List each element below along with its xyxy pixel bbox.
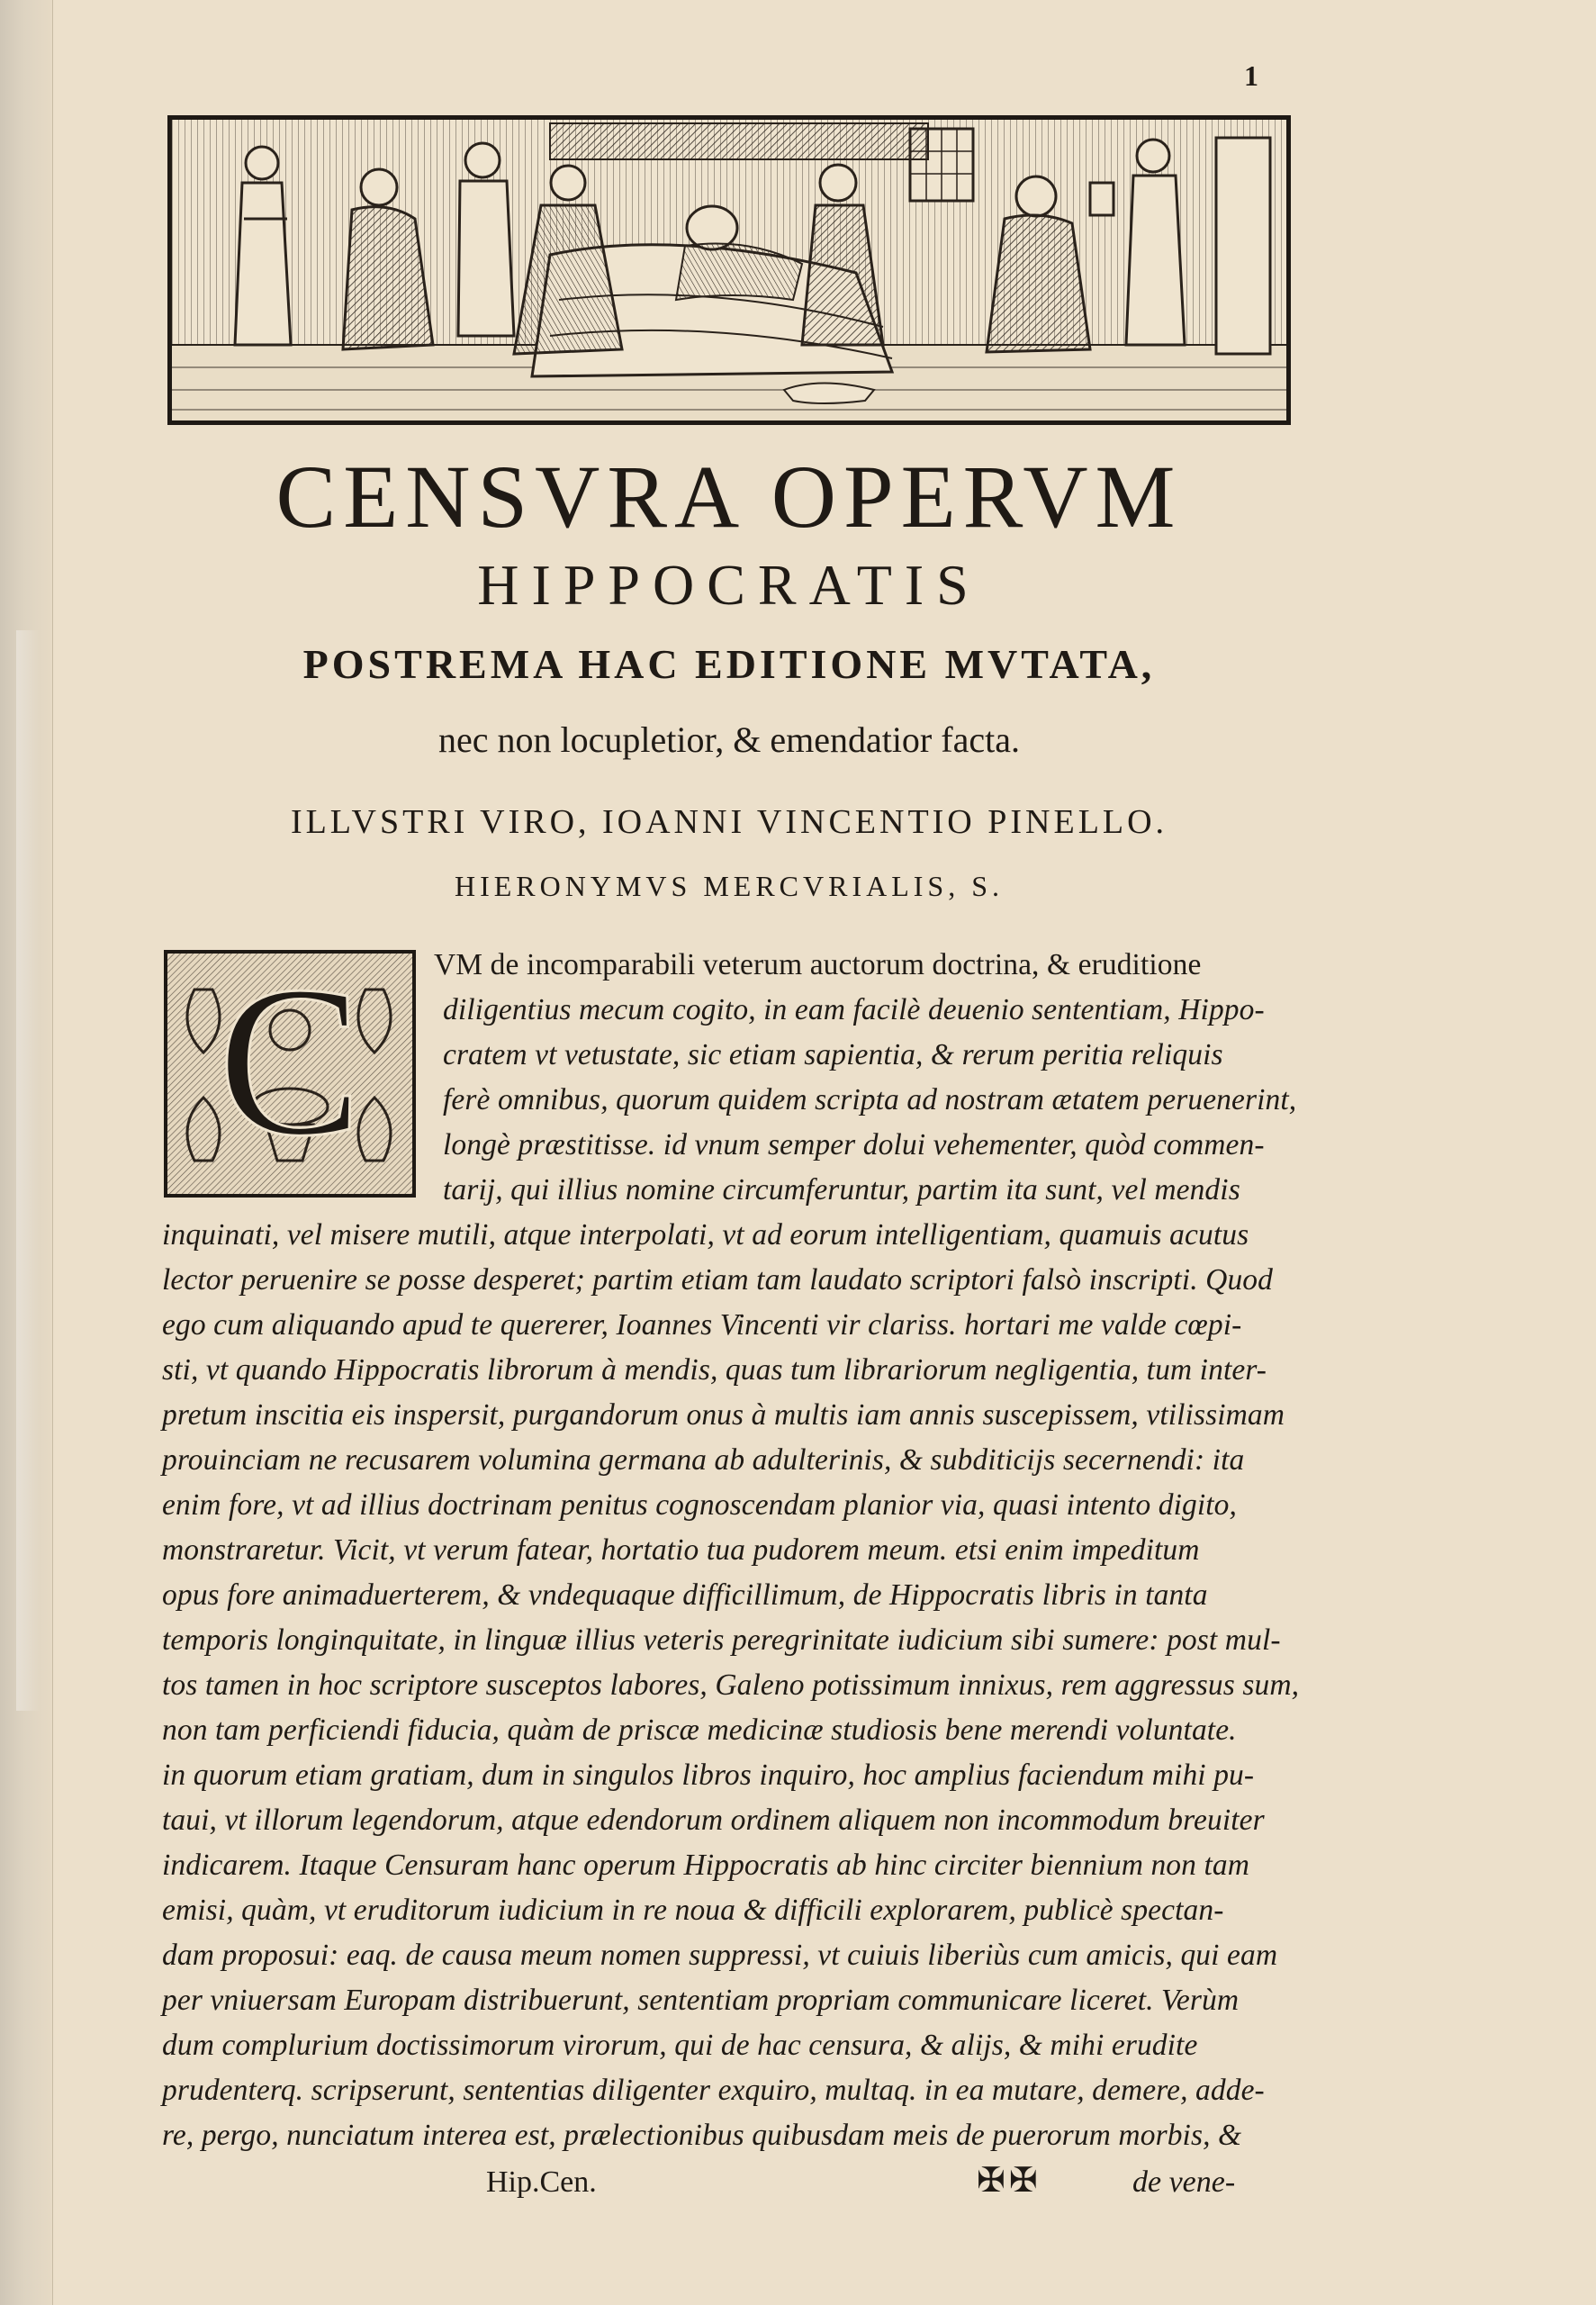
body-line: dam proposui: eaq. de causa meum nomen suppressi, vt cuiuis liberiùs cum amicis, qui eam <box>162 1939 1278 1972</box>
title-line-subtitle: nec non locupletior, & emendatior facta. <box>438 719 1020 760</box>
body-line: VM de incomparabili veterum auctorum doctrina, & eruditione <box>434 948 1202 981</box>
body-line: indicarem. Itaque Censuram hanc operum Hippocratis ab hinc circiter biennium non tam <box>162 1849 1250 1882</box>
body-line: inquinati, vel misere mutili, atque interpolati, vt ad eorum intelligentiam, quamuis acutus <box>162 1218 1249 1252</box>
body-line: ferè omnibus, quorum quidem scripta ad nostram ætatem peruenerint, <box>443 1083 1297 1116</box>
title-line-author: HIPPOCRATIS <box>477 553 981 617</box>
body-line: dum complurium doctissimorum virorum, qui de hac censura, & alijs, & mihi erudite <box>162 2029 1198 2062</box>
catchword: de vene- <box>1132 2165 1236 2199</box>
body-line: prouinciam ne recusarem volumina germana ab adulterinis, & subditicijs secernendi: ita <box>162 1443 1245 1477</box>
initial-letter-glyph: C <box>217 954 363 1180</box>
signature-mark: Hip.Cen. <box>486 2165 597 2199</box>
title-line-main: CENSVRA OPERVM <box>275 447 1183 547</box>
body-line: taui, vt illorum legendorum, atque edendorum ordinem aliquem non incommodum breuiter <box>162 1803 1265 1837</box>
body-line: tarij, qui illius nomine circumferuntur, partim ita sunt, vel mendis <box>443 1173 1240 1207</box>
cross-ornament-icon: ✠✠ <box>977 2162 1041 2200</box>
body-line: ego cum aliquando apud te quererer, Ioannes Vincenti vir clariss. hortari me valde cœpi- <box>162 1308 1242 1342</box>
body-line: diligentius mecum cogito, in eam facilè deuenio sententiam, Hippo- <box>443 993 1265 1026</box>
body-line: per vniuersam Europam distribuerunt, sententiam propriam communicare liceret. Verùm <box>162 1984 1240 2017</box>
body-line: non tam perficiendi fiducia, quàm de priscæ medicinæ studiosis bene merendi voluntate. <box>162 1713 1237 1747</box>
body-line: temporis longinquitate, in linguæ illius veteris peregrinitate iudicium sibi sumere: post mul- <box>162 1623 1281 1657</box>
body-line: monstraretur. Vicit, vt verum fatear, hortatio tua pudorem meum. etsi enim impeditum <box>162 1533 1200 1567</box>
body-line: cratem vt vetustate, sic etiam sapientia, & rerum peritia reliquis <box>443 1038 1223 1071</box>
dedication-recipient: ILLVSTRI VIRO, IOANNI VINCENTIO PINELLO. <box>290 803 1168 841</box>
body-line: re, pergo, nunciatum interea est, prælectionibus quibusdam meis de puerorum morbis, & <box>162 2119 1242 2152</box>
folio-number: 1 <box>1244 59 1258 92</box>
body-line: enim fore, vt ad illius doctrinam penitus cognoscendam planior via, quasi intento digito, <box>162 1488 1238 1522</box>
body-line: in quorum etiam gratiam, dum in singulos libros inquiro, hoc amplius faciendum mihi pu- <box>162 1758 1255 1792</box>
dedication-author: HIERONYMVS MERCVRIALIS, S. <box>454 870 1005 902</box>
body-line: sti, vt quando Hippocratis librorum à mendis, quas tum librariorum negligentia, tum inter- <box>162 1353 1267 1387</box>
body-line: emisi, quàm, vt eruditorum iudicium in re noua & difficili explorarem, publicè spectan- <box>162 1894 1224 1927</box>
body-line: pretum inscitia eis inspersit, purgandorum onus à multis iam annis suscepissem, vtilissimam <box>162 1398 1285 1432</box>
body-line: longè præstitisse. id vnum semper dolui vehementer, quòd commen- <box>443 1128 1265 1162</box>
body-line: tos tamen in hoc scriptore susceptos labores, Galeno potissimum innixus, rem aggressus sum, <box>162 1668 1300 1702</box>
body-line: prudenterq. scripserunt, sententias diligenter exquiro, multaq. in ea mutare, demere, adde- <box>162 2074 1265 2107</box>
body-line: opus fore animaduerterem, & vndequaque difficillimum, de Hippocratis libris in tanta <box>162 1578 1208 1612</box>
title-line-edition: POSTREMA HAC EDITIONE MVTATA, <box>302 641 1156 687</box>
body-line: lector peruenire se posse desperet; partim etiam tam laudato scriptori falsò inscripti. Quod <box>162 1263 1274 1297</box>
